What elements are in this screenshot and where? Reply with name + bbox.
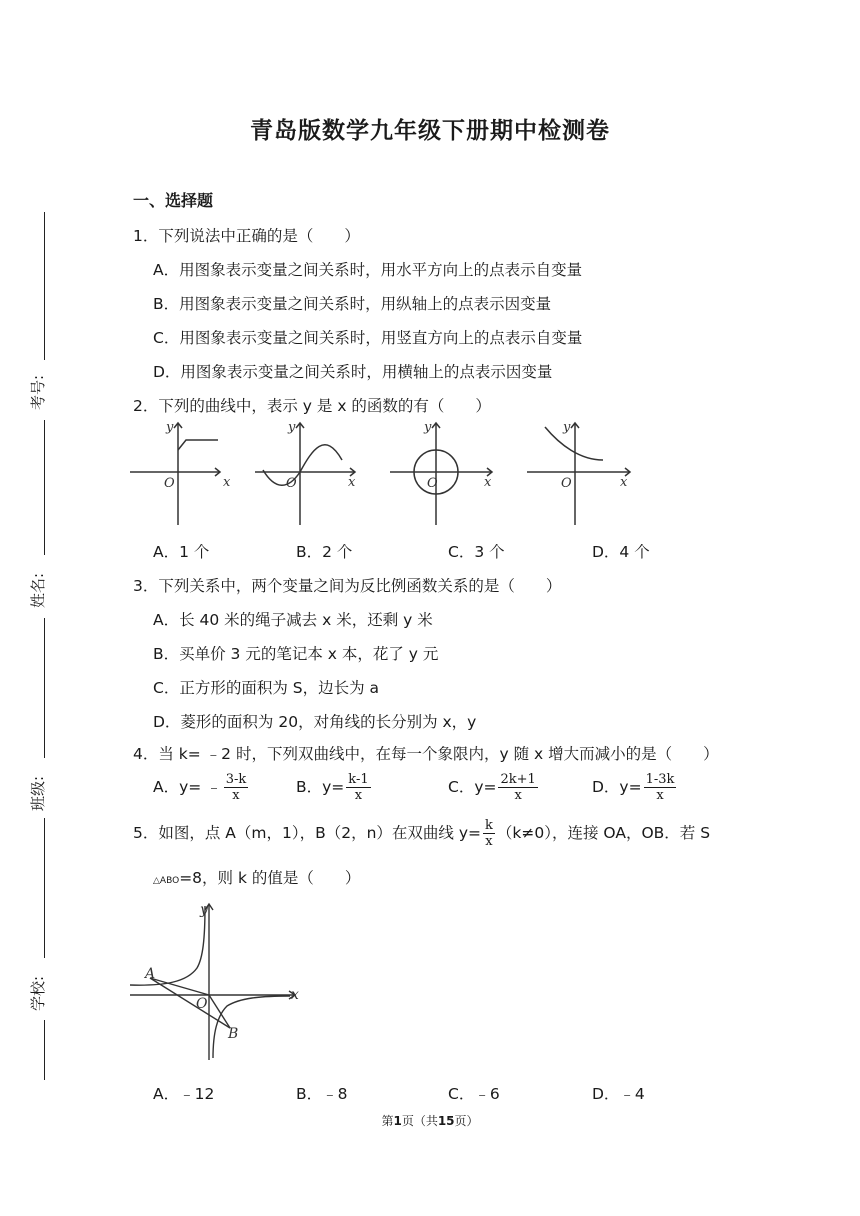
q4-option-a <box>153 772 250 803</box>
q4-b-fraction <box>346 772 370 803</box>
school-label: 学校: <box>29 975 48 1012</box>
q2-g1-origin: O <box>164 476 175 491</box>
section-heading: 一、选择题 <box>133 191 214 210</box>
q5-stem-prefix: 5．如图，点 A（m，1），B（2，n）在双曲线 y= <box>133 824 482 842</box>
footer-prefix: 第 <box>381 1114 394 1128</box>
q5-point-b-label: B <box>228 1026 239 1042</box>
q1-option-b: B．用图象表示变量之间关系时，用纵轴上的点表示因变量 <box>153 295 552 313</box>
q5-area-subscript: △ABO <box>153 876 180 886</box>
q4-option-b <box>296 772 373 803</box>
q2-g3-y-label: y <box>424 420 432 435</box>
q5-numerator: k <box>485 818 493 833</box>
q3-option-b: B．买单价 3 元的笔记本 x 本，花了 y 元 <box>153 645 439 663</box>
q2-g2-origin: O <box>286 476 297 491</box>
q2-graphs <box>120 415 650 530</box>
q4-d-fraction <box>644 772 677 803</box>
q2-g4-origin: O <box>561 476 572 491</box>
q1-option-a: A．用图象表示变量之间关系时，用水平方向上的点表示自变量 <box>153 261 583 279</box>
q2-option-b: B．2 个 <box>296 543 353 561</box>
q5-origin-label: O <box>196 996 208 1012</box>
q4-b-numerator: k-1 <box>348 772 369 787</box>
q4-c-fraction <box>498 772 537 803</box>
q5-stem <box>133 818 710 849</box>
q2-g4-y-label: y <box>563 420 571 435</box>
q5-figure <box>125 898 315 1063</box>
q4-stem: 4．当 k= ﹣2 时，下列双曲线中，在每一个象限内，y 随 x 增大而减小的是（ ） <box>133 745 719 763</box>
q4-option-d <box>592 772 678 803</box>
q4-a-prefix: A．y= ﹣ <box>153 778 222 796</box>
q5-x-label: x <box>291 987 299 1003</box>
q3-option-d: D．菱形的面积为 20，对角线的长分别为 x，y <box>153 713 477 731</box>
q4-c-numerator: 2k+1 <box>500 772 536 787</box>
binding-line-3 <box>44 618 45 758</box>
binding-line-5 <box>44 1020 45 1080</box>
q5-option-c: C．﹣6 <box>448 1085 500 1103</box>
q2-stem: 2．下列的曲线中，表示 y 是 x 的函数的有（ ） <box>133 397 491 415</box>
q2-g4-x-label: x <box>620 475 628 490</box>
exam-no-label: 考号: <box>29 374 48 411</box>
binding-line-2 <box>44 420 45 555</box>
class-label: 班级: <box>29 775 48 812</box>
q2-g1-x-label: x <box>223 475 231 490</box>
q3-option-a: A．长 40 米的绳子减去 x 米，还剩 y 米 <box>153 611 433 629</box>
footer-page-number: 1 <box>393 1114 402 1128</box>
q4-b-denominator: x <box>354 788 363 803</box>
q5-stem-suffix: （k≠0），连接 OA，OB．若 S <box>496 824 711 842</box>
q2-g2-x-label: x <box>348 475 356 490</box>
footer-suffix: 页） <box>454 1114 479 1128</box>
q5-denominator: x <box>485 834 493 849</box>
q5-option-b: B．﹣8 <box>296 1085 348 1103</box>
q5-option-d: D．﹣4 <box>592 1085 645 1103</box>
q5-fraction <box>483 818 495 849</box>
q4-d-numerator: 1-3k <box>645 772 675 787</box>
q2-option-d: D．4 个 <box>592 543 650 561</box>
q2-g1-y-label: y <box>166 420 174 435</box>
q4-option-c <box>448 772 540 803</box>
binding-line-1 <box>44 212 45 360</box>
q3-option-c: C．正方形的面积为 S，边长为 a <box>153 679 380 697</box>
footer-middle: 页（共 <box>401 1114 438 1128</box>
q2-g2-y-label: y <box>288 420 296 435</box>
q4-c-denominator: x <box>514 788 522 803</box>
q4-a-numerator: 3-k <box>225 772 247 787</box>
q4-c-prefix: C．y= <box>448 778 497 796</box>
page-title: 青岛版数学九年级下册期中检测卷 <box>250 118 610 144</box>
q5-option-a: A．﹣12 <box>153 1085 215 1103</box>
q4-a-denominator: x <box>232 788 240 803</box>
footer-total-pages: 15 <box>437 1114 455 1128</box>
binding-line-4 <box>44 818 45 958</box>
q5-y-label: y <box>200 902 208 918</box>
q1-stem: 1．下列说法中正确的是（ ） <box>133 227 360 245</box>
page-footer <box>0 1112 860 1129</box>
q4-a-fraction <box>224 772 249 803</box>
q4-d-prefix: D．y= <box>592 778 642 796</box>
q3-stem: 3．下列关系中，两个变量之间为反比例函数关系的是（ ） <box>133 577 562 595</box>
q2-g3-x-label: x <box>484 475 492 490</box>
name-label: 姓名: <box>29 572 48 609</box>
q2-option-c: C．3 个 <box>448 543 505 561</box>
q5-stem-line2 <box>153 866 360 888</box>
q1-option-d: D．用图象表示变量之间关系时，用横轴上的点表示因变量 <box>153 363 553 381</box>
q5-point-a-label: A <box>145 966 156 982</box>
q4-b-prefix: B．y= <box>296 778 345 796</box>
q1-option-c: C．用图象表示变量之间关系时，用竖直方向上的点表示自变量 <box>153 329 583 347</box>
q5-stem-line2-text: =8，则 k 的值是（ ） <box>179 869 361 887</box>
q2-g3-origin: O <box>427 476 438 491</box>
q2-option-a: A．1 个 <box>153 543 210 561</box>
q4-d-denominator: x <box>656 788 664 803</box>
